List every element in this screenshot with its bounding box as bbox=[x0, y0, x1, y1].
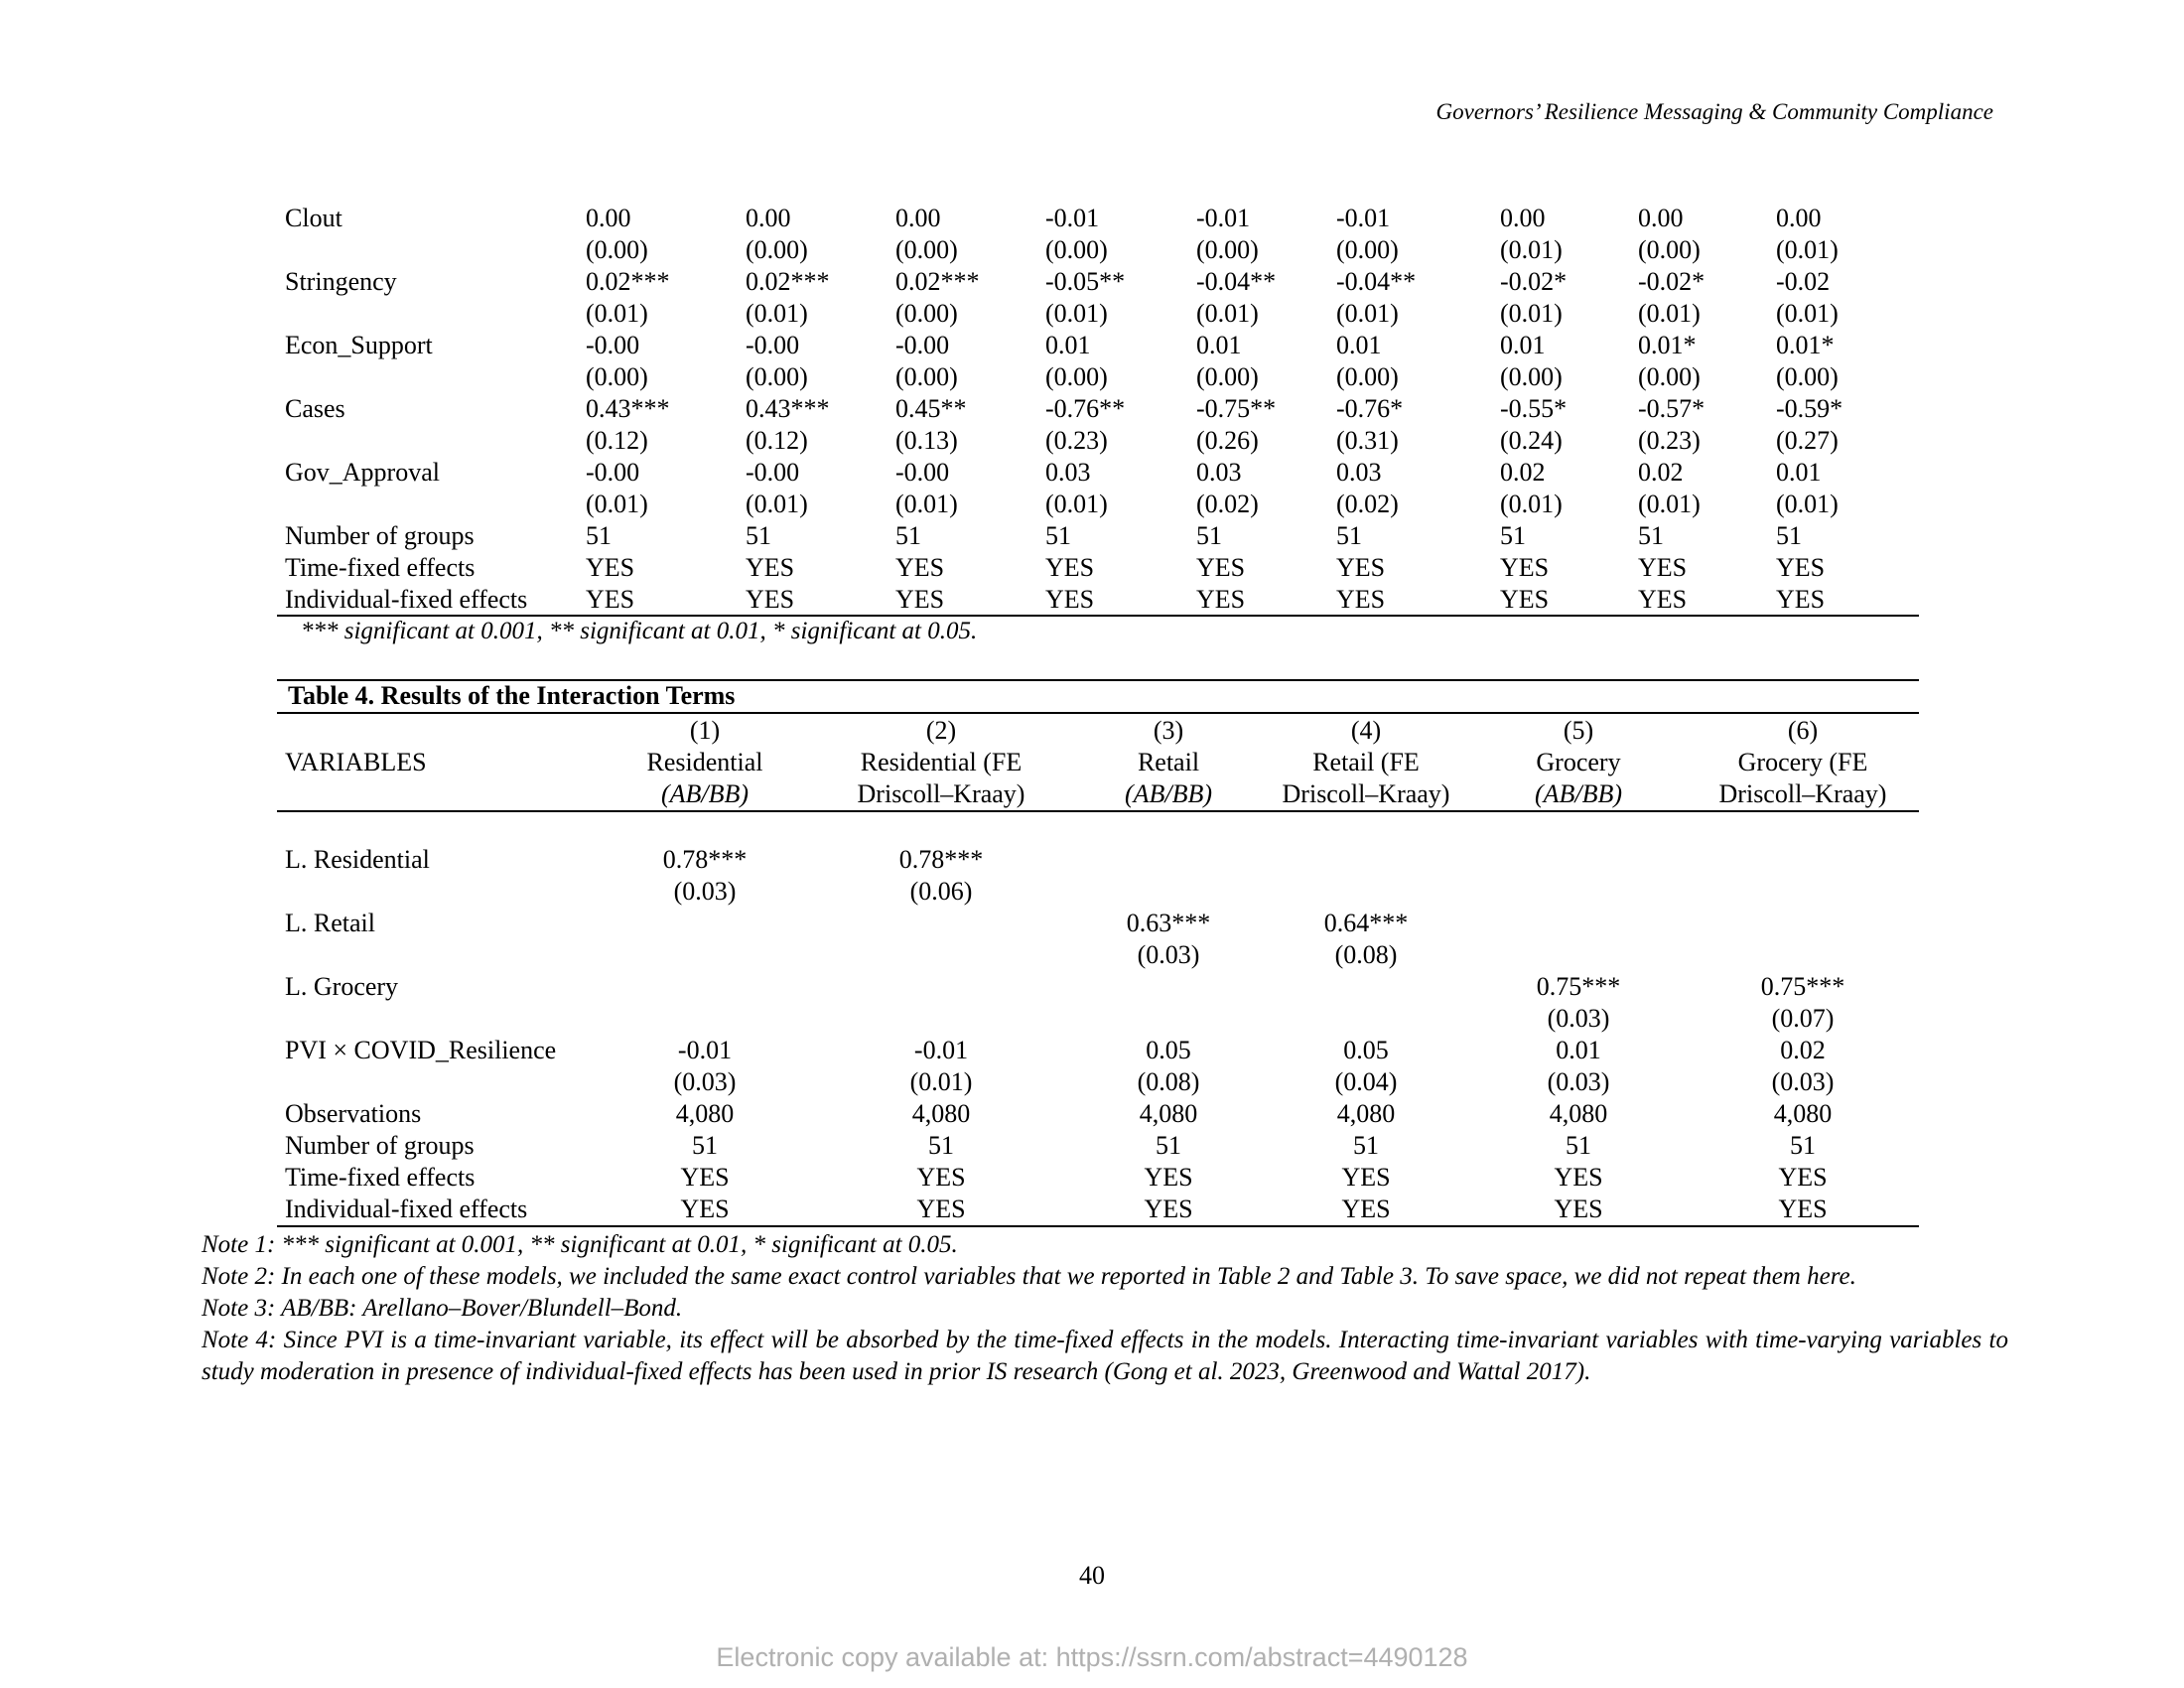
row-label: Stringency bbox=[285, 267, 397, 296]
coef-cell: 0.03 bbox=[1045, 458, 1091, 487]
coef-cell: -0.01 bbox=[1045, 204, 1100, 232]
row-label: Clout bbox=[285, 204, 342, 232]
se-cell: (0.01) bbox=[1500, 235, 1563, 264]
summary-cell: 51 bbox=[1353, 1131, 1379, 1160]
se-cell: (0.00) bbox=[1336, 235, 1399, 264]
column-header: Retail bbox=[1137, 748, 1200, 776]
summary-cell: YES bbox=[1045, 553, 1095, 582]
coef-cell: 0.01 bbox=[1336, 331, 1382, 359]
se-cell: (0.23) bbox=[1045, 426, 1108, 455]
coef-cell: 0.00 bbox=[586, 204, 631, 232]
coef-cell: 0.01 bbox=[1196, 331, 1242, 359]
se-cell: (0.00) bbox=[895, 235, 958, 264]
coef-cell: -0.01 bbox=[913, 1036, 969, 1064]
summary-cell: YES bbox=[1638, 553, 1688, 582]
column-number: (2) bbox=[925, 716, 957, 745]
summary-cell: 51 bbox=[1638, 521, 1664, 550]
se-cell: (0.01) bbox=[1045, 299, 1108, 328]
summary-cell: YES bbox=[1500, 553, 1550, 582]
summary-cell: 51 bbox=[1336, 521, 1362, 550]
table4-title-rule bbox=[277, 712, 1919, 714]
summary-cell: YES bbox=[680, 1163, 730, 1192]
row-label: L. Residential bbox=[285, 845, 430, 874]
se-cell: (0.03) bbox=[1547, 1004, 1610, 1033]
column-header: Residential bbox=[646, 748, 763, 776]
summary-label: Time-fixed effects bbox=[285, 553, 476, 582]
se-cell: (0.01) bbox=[1045, 490, 1108, 518]
se-cell: (0.01) bbox=[1196, 299, 1259, 328]
se-cell: (0.01) bbox=[1638, 490, 1701, 518]
coef-cell: -0.05** bbox=[1045, 267, 1126, 296]
se-cell: (0.07) bbox=[1771, 1004, 1835, 1033]
se-cell: (0.00) bbox=[1045, 362, 1108, 391]
summary-cell: 51 bbox=[1045, 521, 1071, 550]
coef-cell: 0.01 bbox=[1556, 1036, 1601, 1064]
se-cell: (0.00) bbox=[895, 362, 958, 391]
coef-cell: 0.00 bbox=[1776, 204, 1822, 232]
se-cell: (0.01) bbox=[909, 1067, 973, 1096]
summary-cell: 51 bbox=[928, 1131, 954, 1160]
coef-cell: 0.01 bbox=[1045, 331, 1091, 359]
se-cell: (0.27) bbox=[1776, 426, 1839, 455]
coef-cell: 0.01 bbox=[1776, 458, 1822, 487]
coef-cell: 0.02*** bbox=[895, 267, 980, 296]
se-cell: (0.01) bbox=[895, 490, 958, 518]
summary-cell: YES bbox=[1336, 585, 1386, 614]
column-number: (5) bbox=[1563, 716, 1594, 745]
summary-cell: YES bbox=[586, 553, 635, 582]
note-2: Note 2: In each one of these models, we included the same exact control variables that we reported in Table 2 and Table 3. To save space, we did not repeat them here. bbox=[202, 1263, 1856, 1290]
summary-cell: YES bbox=[1500, 585, 1550, 614]
se-cell: (0.31) bbox=[1336, 426, 1399, 455]
se-cell: (0.00) bbox=[1196, 362, 1259, 391]
se-cell: (0.08) bbox=[1334, 940, 1398, 969]
summary-label: Individual-fixed effects bbox=[285, 1195, 528, 1223]
coef-cell: -0.76* bbox=[1336, 394, 1404, 423]
coef-cell: -0.02* bbox=[1638, 267, 1706, 296]
page-number: 40 bbox=[1079, 1561, 1105, 1590]
column-subheader: Driscoll–Kraay) bbox=[857, 779, 1025, 808]
coef-cell: 0.01 bbox=[1500, 331, 1546, 359]
summary-cell: 51 bbox=[1500, 521, 1526, 550]
coef-cell: -0.00 bbox=[746, 458, 800, 487]
coef-cell: -0.01 bbox=[1336, 204, 1391, 232]
summary-cell: 51 bbox=[692, 1131, 718, 1160]
se-cell: (0.00) bbox=[746, 362, 808, 391]
column-header: Retail (FE bbox=[1312, 748, 1420, 776]
summary-label: Number of groups bbox=[285, 1131, 475, 1160]
running-header: Governors’ Resilience Messaging & Community Compliance bbox=[1435, 99, 1993, 124]
coef-cell: 0.75*** bbox=[1760, 972, 1845, 1001]
coef-cell: 0.45** bbox=[895, 394, 967, 423]
se-cell: (0.00) bbox=[1500, 362, 1563, 391]
coef-cell: -0.02* bbox=[1500, 267, 1568, 296]
summary-cell: YES bbox=[1336, 553, 1386, 582]
summary-cell: 51 bbox=[895, 521, 921, 550]
se-cell: (0.02) bbox=[1336, 490, 1399, 518]
coef-cell: -0.76** bbox=[1045, 394, 1126, 423]
summary-cell: YES bbox=[1554, 1195, 1603, 1223]
coef-cell: -0.00 bbox=[895, 331, 950, 359]
row-label: Econ_Support bbox=[285, 331, 433, 359]
coef-cell: 0.05 bbox=[1146, 1036, 1191, 1064]
summary-cell: 4,080 bbox=[1336, 1099, 1396, 1128]
row-label: L. Grocery bbox=[285, 972, 399, 1001]
column-number: (4) bbox=[1350, 716, 1382, 745]
se-cell: (0.03) bbox=[1137, 940, 1200, 969]
summary-cell: 51 bbox=[1196, 521, 1222, 550]
se-cell: (0.00) bbox=[1336, 362, 1399, 391]
note-1: Note 1: *** significant at 0.001, ** significant at 0.01, * significant at 0.05. bbox=[202, 1231, 958, 1258]
summary-cell: YES bbox=[1045, 585, 1095, 614]
se-cell: (0.01) bbox=[1776, 490, 1839, 518]
row-label: L. Retail bbox=[285, 909, 375, 937]
se-cell: (0.00) bbox=[1045, 235, 1108, 264]
coef-cell: -0.57* bbox=[1638, 394, 1706, 423]
se-cell: (0.01) bbox=[1776, 235, 1839, 264]
se-cell: (0.03) bbox=[673, 1067, 737, 1096]
column-number: (1) bbox=[689, 716, 721, 745]
se-cell: (0.03) bbox=[1547, 1067, 1610, 1096]
summary-cell: 51 bbox=[586, 521, 612, 550]
ssrn-footer-banner: Electronic copy available at: https://ssrn.com/abstract=4490128 bbox=[716, 1642, 1468, 1672]
se-cell: (0.01) bbox=[1336, 299, 1399, 328]
coef-cell: 0.75*** bbox=[1536, 972, 1621, 1001]
coef-cell: 0.43*** bbox=[586, 394, 670, 423]
se-cell: (0.03) bbox=[1771, 1067, 1835, 1096]
summary-cell: YES bbox=[1776, 585, 1826, 614]
se-cell: (0.23) bbox=[1638, 426, 1701, 455]
se-cell: (0.01) bbox=[746, 299, 808, 328]
se-cell: (0.13) bbox=[895, 426, 958, 455]
se-cell: (0.01) bbox=[746, 490, 808, 518]
coef-cell: 0.43*** bbox=[746, 394, 830, 423]
coef-cell: 0.03 bbox=[1196, 458, 1242, 487]
coef-cell: 0.78*** bbox=[662, 845, 748, 874]
note-3: Note 3: AB/BB: Arellano–Bover/Blundell–Bond. bbox=[202, 1295, 683, 1322]
se-cell: (0.01) bbox=[1776, 299, 1839, 328]
summary-cell: YES bbox=[895, 553, 945, 582]
summary-cell: 51 bbox=[1566, 1131, 1591, 1160]
se-cell: (0.00) bbox=[1638, 362, 1701, 391]
se-cell: (0.00) bbox=[586, 235, 648, 264]
summary-cell: 51 bbox=[1156, 1131, 1181, 1160]
coef-cell: -0.75** bbox=[1196, 394, 1277, 423]
column-subheader: (AB/BB) bbox=[660, 779, 750, 808]
coef-cell: 0.00 bbox=[895, 204, 941, 232]
se-cell: (0.12) bbox=[586, 426, 648, 455]
se-cell: (0.00) bbox=[1638, 235, 1701, 264]
summary-cell: 4,080 bbox=[911, 1099, 971, 1128]
column-subheader: Driscoll–Kraay) bbox=[1282, 779, 1450, 808]
column-subheader: (AB/BB) bbox=[1534, 779, 1623, 808]
coef-cell: 0.02 bbox=[1780, 1036, 1826, 1064]
coef-cell: -0.00 bbox=[895, 458, 950, 487]
table4-title: Table 4. Results of the Interaction Terms bbox=[288, 681, 736, 710]
row-label: Gov_Approval bbox=[285, 458, 440, 487]
summary-cell: YES bbox=[680, 1195, 730, 1223]
se-cell: (0.00) bbox=[586, 362, 648, 391]
se-cell: (0.00) bbox=[746, 235, 808, 264]
coef-cell: 0.01* bbox=[1638, 331, 1697, 359]
coef-cell: -0.04** bbox=[1196, 267, 1277, 296]
summary-cell: YES bbox=[1144, 1195, 1193, 1223]
table4-bottom-rule bbox=[277, 1225, 1919, 1227]
summary-cell: 51 bbox=[1776, 521, 1802, 550]
column-number: (3) bbox=[1153, 716, 1184, 745]
se-cell: (0.01) bbox=[1638, 299, 1701, 328]
summary-cell: YES bbox=[1554, 1163, 1603, 1192]
summary-cell: 4,080 bbox=[1549, 1099, 1608, 1128]
se-cell: (0.08) bbox=[1137, 1067, 1200, 1096]
se-cell: (0.00) bbox=[1196, 235, 1259, 264]
summary-cell: YES bbox=[746, 553, 795, 582]
summary-cell: YES bbox=[1196, 585, 1246, 614]
se-cell: (0.01) bbox=[1500, 299, 1563, 328]
coef-cell: 0.01* bbox=[1776, 331, 1835, 359]
summary-cell: YES bbox=[1776, 553, 1826, 582]
column-header: Grocery (FE bbox=[1737, 748, 1868, 776]
se-cell: (0.00) bbox=[895, 299, 958, 328]
note-4: Note 4: Since PVI is a time-invariant variable, its effect will be absorbed by the time-fixed effects in the models. Interacting time-invariant variables with time-varying variables to study moderation in presence of individual-fixed effects has been used in prior IS research (Gong et al. 2023, Greenwood and Wattal 2017). bbox=[202, 1327, 2008, 1385]
coef-cell: 0.02*** bbox=[746, 267, 830, 296]
summary-cell: YES bbox=[1144, 1163, 1193, 1192]
summary-cell: 51 bbox=[1790, 1131, 1816, 1160]
se-cell: (0.03) bbox=[673, 877, 737, 906]
summary-cell: YES bbox=[1778, 1163, 1828, 1192]
summary-cell: YES bbox=[916, 1163, 966, 1192]
summary-cell: YES bbox=[746, 585, 795, 614]
se-cell: (0.12) bbox=[746, 426, 808, 455]
summary-cell: YES bbox=[1638, 585, 1688, 614]
summary-cell: 51 bbox=[746, 521, 771, 550]
coef-cell: 0.02 bbox=[1638, 458, 1684, 487]
table3-bottom-rule bbox=[277, 615, 1919, 617]
coef-cell: -0.04** bbox=[1336, 267, 1417, 296]
coef-cell: 0.64*** bbox=[1323, 909, 1409, 937]
summary-label: Time-fixed effects bbox=[285, 1163, 476, 1192]
summary-cell: YES bbox=[1778, 1195, 1828, 1223]
se-cell: (0.02) bbox=[1196, 490, 1259, 518]
summary-cell: YES bbox=[1341, 1195, 1391, 1223]
coef-cell: -0.59* bbox=[1776, 394, 1843, 423]
se-cell: (0.24) bbox=[1500, 426, 1563, 455]
coef-cell: 0.00 bbox=[1500, 204, 1546, 232]
coef-cell: 0.02*** bbox=[586, 267, 670, 296]
row-label: PVI × COVID_Resilience bbox=[285, 1036, 557, 1064]
coef-cell: 0.78*** bbox=[898, 845, 984, 874]
coef-cell: -0.01 bbox=[1196, 204, 1251, 232]
column-subheader: (AB/BB) bbox=[1124, 779, 1213, 808]
coef-cell: 0.03 bbox=[1336, 458, 1382, 487]
coef-cell: -0.00 bbox=[746, 331, 800, 359]
se-cell: (0.04) bbox=[1334, 1067, 1398, 1096]
column-number: (6) bbox=[1787, 716, 1819, 745]
summary-cell: YES bbox=[916, 1195, 966, 1223]
summary-cell: YES bbox=[586, 585, 635, 614]
summary-cell: 4,080 bbox=[675, 1099, 735, 1128]
row-label: Cases bbox=[285, 394, 345, 423]
summary-label: Individual-fixed effects bbox=[285, 585, 528, 614]
coef-cell: 0.02 bbox=[1500, 458, 1546, 487]
variables-header: VARIABLES bbox=[285, 748, 427, 776]
coef-cell: 0.00 bbox=[746, 204, 791, 232]
summary-label: Number of groups bbox=[285, 521, 475, 550]
coef-cell: 0.05 bbox=[1343, 1036, 1389, 1064]
se-cell: (0.00) bbox=[1776, 362, 1839, 391]
column-header: Grocery bbox=[1536, 748, 1621, 776]
coef-cell: 0.00 bbox=[1638, 204, 1684, 232]
summary-cell: 4,080 bbox=[1139, 1099, 1198, 1128]
coef-cell: 0.63*** bbox=[1126, 909, 1211, 937]
se-cell: (0.01) bbox=[1500, 490, 1563, 518]
coef-cell: -0.00 bbox=[586, 331, 640, 359]
summary-cell: YES bbox=[1341, 1163, 1391, 1192]
summary-cell: 4,080 bbox=[1773, 1099, 1833, 1128]
summary-cell: YES bbox=[1196, 553, 1246, 582]
summary-cell: YES bbox=[895, 585, 945, 614]
coef-cell: -0.55* bbox=[1500, 394, 1568, 423]
se-cell: (0.01) bbox=[586, 299, 648, 328]
se-cell: (0.01) bbox=[586, 490, 648, 518]
coef-cell: -0.01 bbox=[677, 1036, 733, 1064]
column-header: Residential (FE bbox=[860, 748, 1023, 776]
se-cell: (0.26) bbox=[1196, 426, 1259, 455]
table3-significance-note: *** significant at 0.001, ** significant at 0.01, * significant at 0.05. bbox=[301, 618, 978, 644]
summary-label: Observations bbox=[285, 1099, 422, 1128]
se-cell: (0.06) bbox=[909, 877, 973, 906]
table4-header-rule bbox=[277, 810, 1919, 812]
table4-notes bbox=[202, 1229, 2008, 1388]
coef-cell: -0.00 bbox=[586, 458, 640, 487]
column-subheader: Driscoll–Kraay) bbox=[1718, 779, 1887, 808]
coef-cell: -0.02 bbox=[1776, 267, 1831, 296]
